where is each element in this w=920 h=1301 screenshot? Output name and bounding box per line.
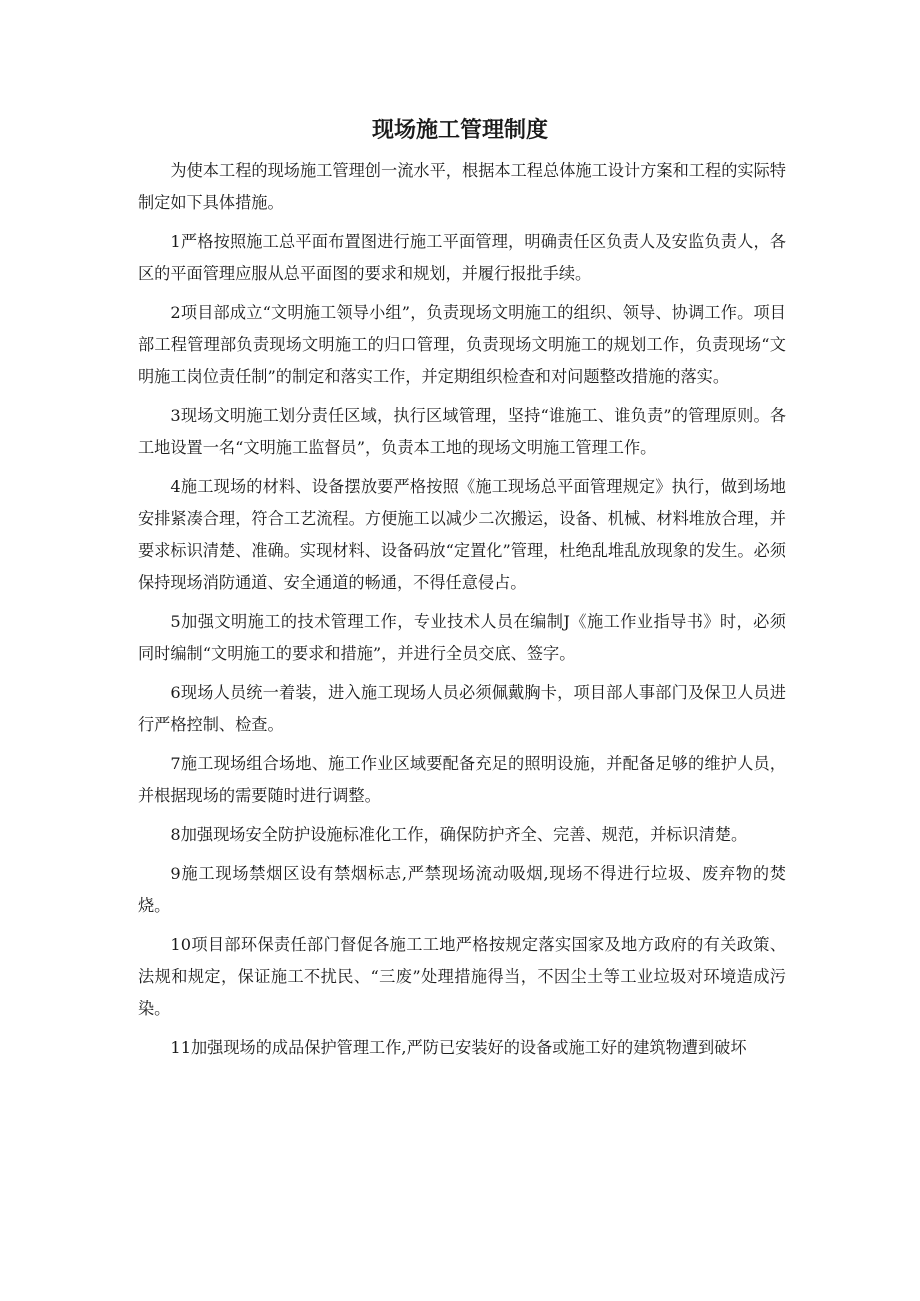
document-body [138,155,786,1071]
paragraph-intro: 为使本工程的现场施工管理创一流水平，根据本工程总体施工设计方案和工程的实际特制定如下具体措施。 [138,161,786,212]
paragraph-4: 4施工现场的材料、设备摆放要严格按照《施工现场总平面管理规定》执行，做到场地安排紧凑合理，符合工艺流程。方便施工以减少二次搬运，设备、机械、材料堆放合理，并要求标识清楚、准确。实现材料、设备码放“定置化”管理，杜绝乱堆乱放现象的发生。必须保持现场消防通道、安全通道的畅通，不得任意侵占。 [138,477,786,592]
paragraph-6: 6现场人员统一着装，进入施工现场人员必须佩戴胸卡，项目部人事部门及保卫人员进行严格控制、检查。 [138,683,786,734]
paragraph-9: 9施工现场禁烟区设有禁烟标志,严禁现场流动吸烟,现场不得进行垃圾、废弃物的焚烧。 [138,864,786,915]
paragraph-1: 1严格按照施工总平面布置图进行施工平面管理，明确责任区负责人及安监负责人，各区的平面管理应服从总平面图的要求和规划，并履行报批手续。 [138,232,786,283]
document-title: 现场施工管理制度 [371,118,548,143]
paragraph-8: 8加强现场安全防护设施标准化工作，确保防护齐全、完善、规范，并标识清楚。 [170,825,748,844]
paragraph-10: 10项目部环保责任部门督促各施工工地严格按规定落实国家及地方政府的有关政策、法规和规定，保证施工不扰民、“三废”处理措施得当，不因尘土等工业垃圾对环境造成污染。 [138,935,786,1018]
paragraph-2: 2项目部成立“文明施工领导小组”，负责现场文明施工的组织、领导、协调工作。项目部工程管理部负责现场文明施工的归口管理，负责现场文明施工的规划工作，负责现场“文明施工岗位责任制”的制定和落实工作，并定期组织检查和对问题整改措施的落实。 [138,303,786,386]
paragraph-7: 7施工现场组合场地、施工作业区域要配备充足的照明设施，并配备足够的维护人员，并根据现场的需要随时进行调整。 [138,754,786,805]
paragraph-3: 3现场文明施工划分责任区域，执行区域管理，坚持“谁施工、谁负责”的管理原则。各工地设置一名“文明施工监督员”，负责本工地的现场文明施工管理工作。 [138,406,786,457]
paragraph-5: 5加强文明施工的技术管理工作，专业技术人员在编制J《施工作业指导书》时，必须同时编制“文明施工的要求和措施”，并进行全员交底、签字。 [138,612,786,663]
paragraph-11: 11加强现场的成品保护管理工作,严防已安装好的设备或施工好的建筑物遭到破坏 [170,1038,747,1057]
